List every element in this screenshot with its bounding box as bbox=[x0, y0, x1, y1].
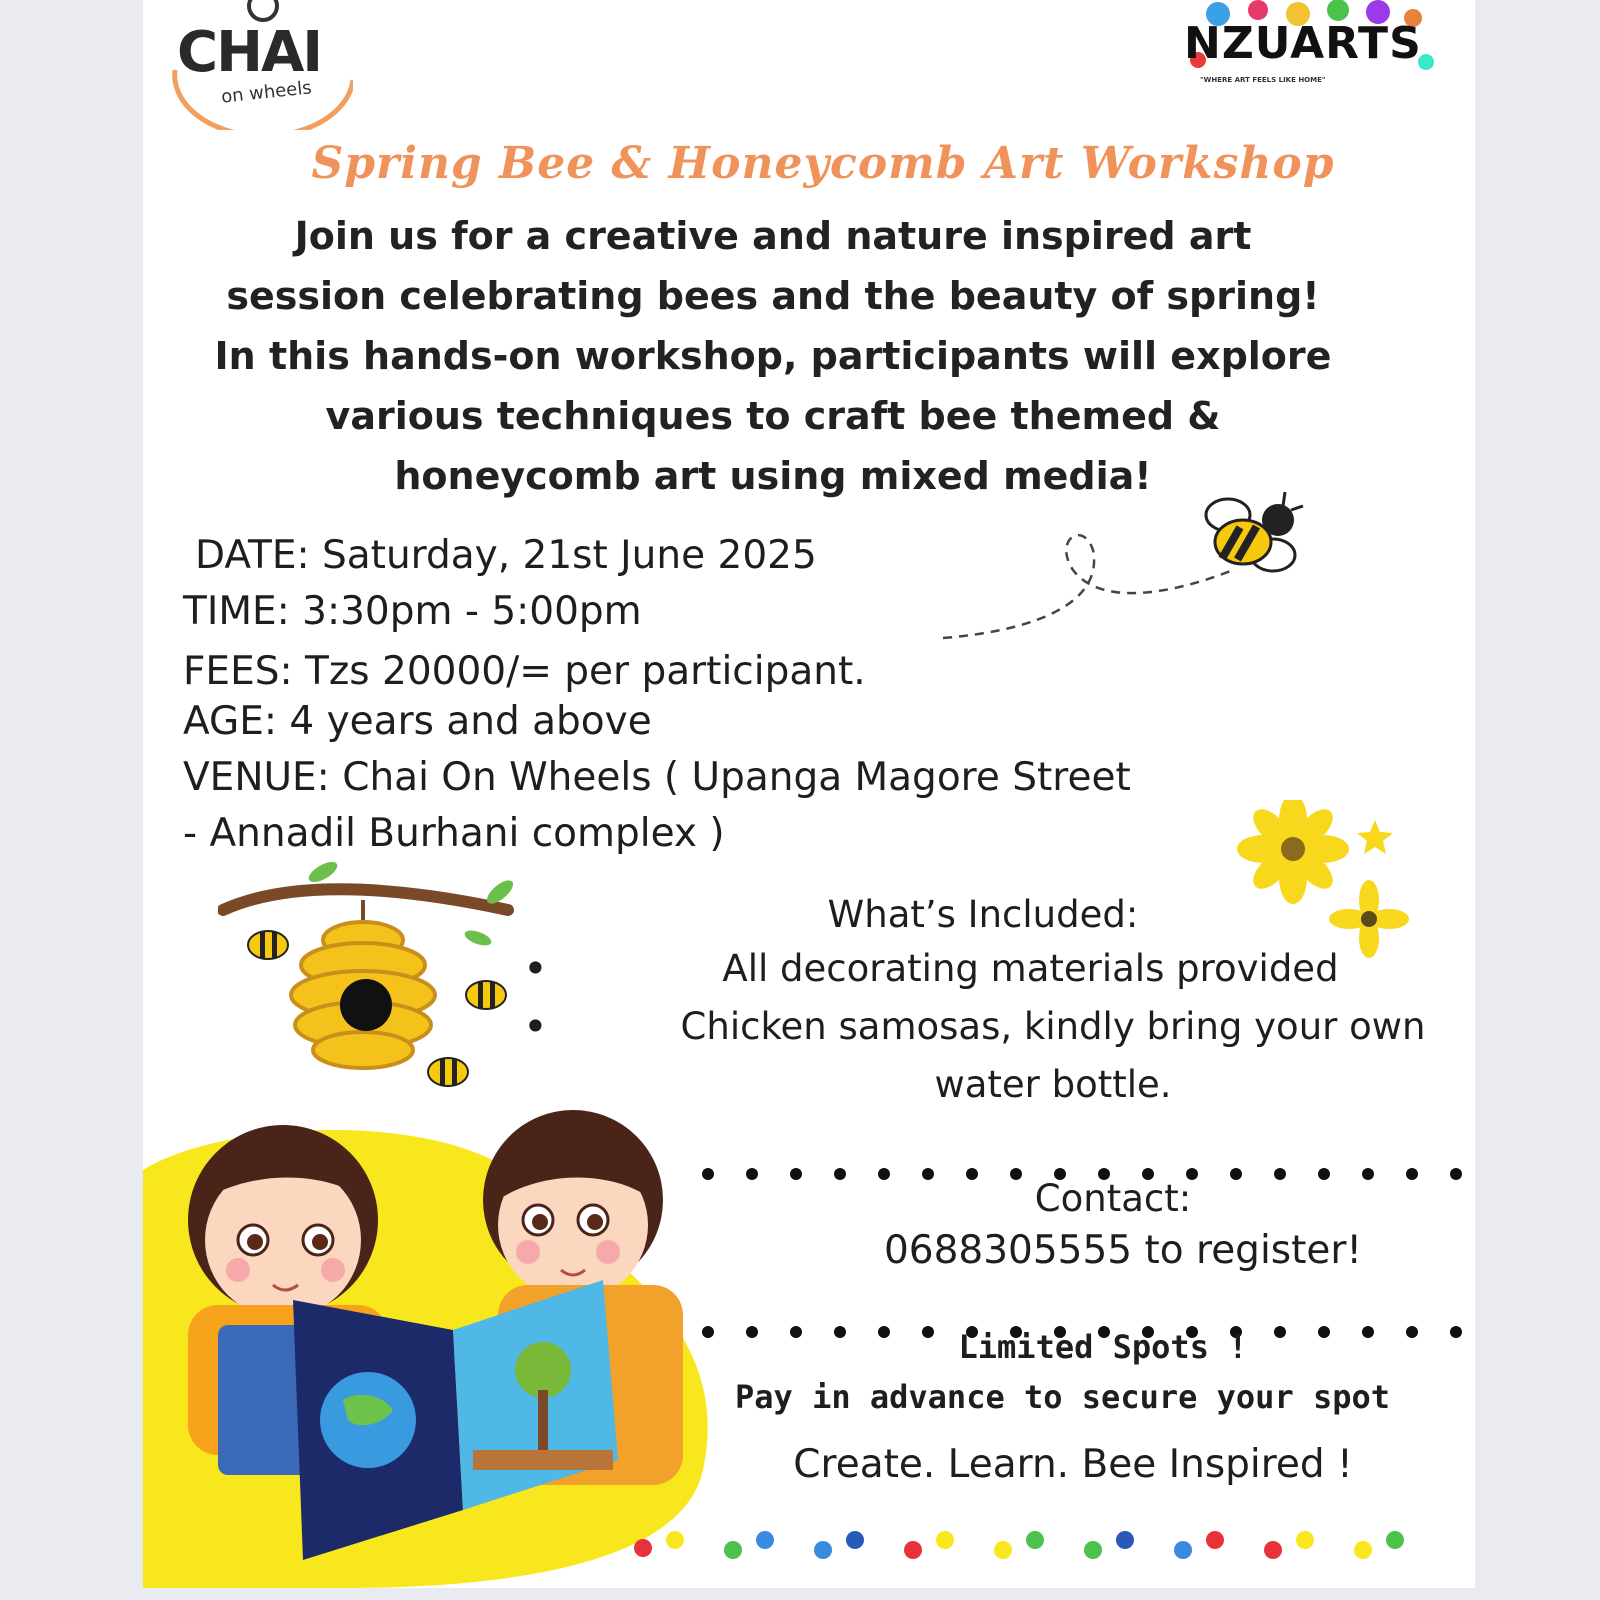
contact-title: Contact: bbox=[1034, 1177, 1192, 1220]
divider-dot bbox=[702, 1168, 714, 1180]
detail-fees: FEES: Tzs 20000/= per participant. bbox=[183, 649, 866, 694]
divider-dot bbox=[1318, 1326, 1330, 1338]
nzuarts-tagline: "WHERE ART FEELS LIKE HOME" bbox=[1200, 76, 1326, 84]
divider-dot bbox=[834, 1168, 846, 1180]
intro-line: session celebrating bees and the beauty of spring! bbox=[226, 274, 1320, 318]
contact-phone: 0688305555 to register! bbox=[883, 1228, 1363, 1273]
divider-dot bbox=[746, 1168, 758, 1180]
divider-dot bbox=[878, 1326, 890, 1338]
divider-dot bbox=[922, 1168, 934, 1180]
intro-line: honeycomb art using mixed media! bbox=[394, 454, 1152, 498]
divider-dot bbox=[1362, 1326, 1374, 1338]
slogan: Create. Learn. Bee Inspired ! bbox=[793, 1442, 1353, 1487]
flyer-title: Spring Bee & Honeycomb Art Workshop bbox=[311, 138, 1335, 189]
workshop-flyer bbox=[143, 0, 1475, 1588]
included-list bbox=[523, 940, 1443, 1114]
included-title: What’s Included: bbox=[827, 893, 1139, 936]
intro-line: In this hands-on workshop, participants will explore bbox=[214, 334, 1332, 378]
event-details bbox=[183, 528, 1383, 862]
divider-dot bbox=[1406, 1326, 1418, 1338]
intro-line: Join us for a creative and nature inspired art bbox=[294, 214, 1252, 258]
divider-dot bbox=[878, 1168, 890, 1180]
divider-dot bbox=[1318, 1168, 1330, 1180]
chai-on-wheels-logo bbox=[163, 0, 353, 130]
limited-spots-notice: Limited Spots ! bbox=[958, 1328, 1248, 1366]
divider-dot bbox=[1406, 1168, 1418, 1180]
divider-dot bbox=[1450, 1326, 1462, 1338]
yellow-flowers-illustration bbox=[1223, 800, 1423, 960]
divider-dot bbox=[746, 1326, 758, 1338]
divider-dot bbox=[790, 1168, 802, 1180]
intro-paragraph bbox=[143, 206, 1403, 506]
chai-logo-text: CHAI bbox=[177, 20, 322, 85]
bullet-icon: • bbox=[523, 944, 548, 993]
kids-reading-illustration bbox=[143, 1090, 743, 1588]
detail-date: DATE: Saturday, 21st June 2025 bbox=[195, 533, 817, 578]
divider-dot bbox=[702, 1326, 714, 1338]
divider-dot bbox=[1362, 1168, 1374, 1180]
included-item: • All decorating materials provided bbox=[523, 940, 1443, 998]
included-item: • Chicken samosas, kindly bring your own water bottle. bbox=[523, 998, 1443, 1114]
divider-dot bbox=[1450, 1168, 1462, 1180]
divider-dot bbox=[834, 1326, 846, 1338]
divider-dot bbox=[790, 1326, 802, 1338]
nzuarts-logo bbox=[1178, 0, 1438, 100]
detail-time: TIME: 3:30pm - 5:00pm bbox=[183, 589, 642, 634]
nzuarts-logo-text: NZUARTS bbox=[1184, 18, 1422, 69]
divider-dot bbox=[1274, 1168, 1286, 1180]
chai-logo-subtext: on wheels bbox=[220, 77, 313, 108]
detail-venue: VENUE: Chai On Wheels ( Upanga Magore Street bbox=[183, 755, 1131, 800]
confetti-dots-decoration bbox=[623, 1528, 1423, 1568]
intro-line: various techniques to craft bee themed & bbox=[325, 394, 1221, 438]
detail-venue-continued: - Annadil Burhani complex ) bbox=[183, 811, 725, 856]
bullet-icon: • bbox=[523, 1002, 548, 1051]
detail-age: AGE: 4 years and above bbox=[183, 699, 652, 744]
beehive-illustration bbox=[218, 860, 528, 1100]
pay-in-advance-notice: Pay in advance to secure your spot bbox=[735, 1378, 1391, 1416]
